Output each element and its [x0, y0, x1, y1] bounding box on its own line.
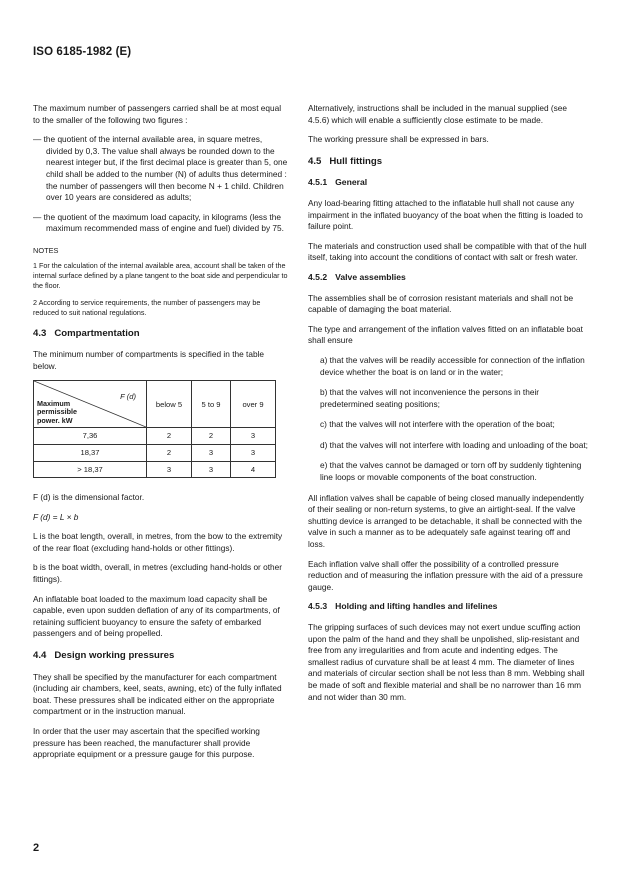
list-item: e) that the valves cannot be damaged or torn off by suddenly tightening line loops or movable components of the boat construction. — [320, 460, 582, 483]
section-title: Design working pressures — [54, 650, 175, 662]
passenger-rule-area: — the quotient of the internal available area, in square metres, divided by 0,3. The value shall always be rounded down to the nearest integer but, if the first decimal place is greater than 5, one child shall be added to the number (N) of adults thus determined : the number of passengers will then become N + 1 child. Children over 10 years are considered as adults; — [33, 134, 288, 203]
table-row — [34, 428, 276, 445]
section-number: 4.5.3 — [308, 601, 328, 612]
valve-paragraph-3: All inflation valves shall be capable of being closed manually independently of their sealing or non-return systems, to give an airtight-seal. If the valve shutting device is arranged to be detachable, it shall be connected with the valve in such a manner as to be adequately safe against tearing off and loss. — [308, 492, 584, 550]
corner-bottom-line: permissible — [37, 407, 77, 417]
table-corner-cell — [34, 381, 147, 428]
list-item: b) that the valves will not inconvenience the persons in their predetermined seating positions; — [320, 387, 540, 409]
section-title: Hull fittings — [329, 155, 383, 167]
section-number: 4.4 — [33, 650, 47, 662]
table-cell: 2 — [147, 428, 192, 445]
table-cell: 7,36 — [34, 428, 147, 445]
fitting-paragraph-2: The materials and construction used shall be compatible with that of the hull itself, taking into account the conditions of contact with salt or fresh water. — [308, 240, 587, 263]
page-number: 2 — [33, 842, 40, 854]
section-number: 4.5.1 — [308, 177, 328, 188]
corner-bottom-line: Maximum — [37, 398, 71, 408]
table-cell: > 18,37 — [34, 461, 147, 478]
section-title: Compartmentation — [54, 327, 140, 339]
table-cell: 3 — [147, 461, 192, 478]
section-4-3-heading — [33, 328, 288, 340]
table-cell: 3 — [231, 444, 276, 461]
valve-paragraph-1: The assemblies shall be of corrosion resistant materials and shall not be capable of damaging the boat material. — [308, 292, 574, 315]
list-item: a) that the valves will be readily accessible for connection of the inflation device whether the boat is on land or in the water; — [320, 354, 585, 377]
buoyancy-paragraph: An inflatable boat loaded to the maximum load capacity shall be capable, even upon sudden deflation of any of its compartments, of retaining sufficient buoyancy to ensure the safety of embarked passengers and of being propelled. — [33, 593, 280, 639]
compartment-intro: The minimum number of compartments is specified in the table below. — [33, 349, 265, 371]
section-4-4-heading — [33, 650, 288, 662]
note-2: 2 According to service requirements, the number of passengers may be reduced to suit national regulations. — [33, 297, 261, 317]
valve-paragraph-2: The type and arrangement of the inflation valves fitted on an inflatable boat shall ensure — [308, 323, 583, 346]
pressure-paragraph-2: In order that the user may ascertain that the specified working pressure has been reached, the manufacturer shall provide appropriate equipment or a pressure gauge for this purpose. — [33, 726, 260, 760]
section-4-5-2-heading — [308, 272, 588, 284]
left-column — [33, 103, 288, 769]
section-4-5-3-heading — [308, 601, 588, 613]
width-definition: b is the boat width, overall, in metres (excluding hand-holds or other fittings). — [33, 562, 283, 585]
compartment-table — [33, 380, 276, 478]
table-row — [34, 461, 276, 478]
notes-title: NOTES — [33, 245, 59, 255]
fd-formula: F (d) = L × b — [33, 511, 79, 522]
pressure-paragraph-1: They shall be specified by the manufacturer for each compartment (including air chambers, keel, seats, awning, etc) of the fully inflated boat. These pressures shall be indicated either on the appropriate compartment or in the instruction manual. — [33, 671, 282, 717]
section-4-5-heading — [308, 156, 588, 168]
handles-paragraph: The gripping surfaces of such devices may not exert undue scuffing action upon the palm of the hand and they shall be unpolished, slip-resistant and free from any irregularities and from acute and indenting edges. The smallest radius of curvature shall be at least 4 mm. The diameter of lines and materials of circular section shall be not less than 8 mm. Webbing shall be made of soft and flexible material and shall be no narrower than 16 mm and not wider than 30 mm. — [308, 622, 585, 702]
corner-bottom-label — [37, 400, 77, 426]
table-header: 5 to 9 — [192, 381, 231, 428]
table-cell: 3 — [192, 461, 231, 478]
section-4-5-1-heading — [308, 177, 588, 189]
table-cell: 3 — [192, 444, 231, 461]
bars-paragraph: The working pressure shall be expressed in bars. — [308, 134, 489, 145]
length-definition: L is the boat length, overall, in metres, from the bow to the extremity of the rear float (excluding hand-holds or other fittings). — [33, 531, 283, 553]
section-number: 4.3 — [33, 327, 47, 339]
valve-paragraph-4: Each inflation valve shall offer the possibility of a controlled pressure reduction and of measuring the inflation pressure with the aid of a pressure gauge. — [308, 558, 583, 592]
section-number: 4.5.2 — [308, 271, 328, 282]
note-1: 1 For the calculation of the internal available area, account shall be taken of the internal surface defined by a plane tangent to the boat side and perpendicular to the floor. — [33, 260, 288, 290]
corner-bottom-line: power. kW — [37, 415, 73, 425]
section-number: 4.5 — [308, 155, 322, 167]
section-title: Holding and lifting handles and lifelines — [335, 601, 498, 612]
table-cell: 2 — [147, 444, 192, 461]
list-item: d) that the valves will not interfere with loading and unloading of the boat; — [320, 439, 588, 450]
passenger-intro: The maximum number of passengers carried shall be at most equal to the smaller of the following two figures : — [33, 103, 282, 125]
section-title: Valve assemblies — [335, 271, 406, 282]
table-header: below 5 — [147, 381, 192, 428]
table-cell: 18,37 — [34, 444, 147, 461]
list-item: c) that the valves will not interfere with the operation of the boat; — [320, 419, 555, 430]
passenger-rule-load: — the quotient of the maximum load capacity, in kilograms (less the maximum recommended mass of engine and fuel) divided by 75. — [33, 211, 284, 234]
corner-top-label: F (d) — [120, 392, 136, 402]
table-cell: 2 — [192, 428, 231, 445]
table-cell: 3 — [231, 428, 276, 445]
table-row — [34, 444, 276, 461]
fd-definition: F (d) is the dimensional factor. — [33, 492, 145, 503]
page-header: ISO 6185-1982 (E) — [33, 46, 132, 58]
table-cell: 4 — [231, 461, 276, 478]
fitting-paragraph-1: Any load-bearing fitting attached to the inflatable hull shall not cause any impairment in the inflated buoyancy of the boat when the fitting is loaded to failure point. — [308, 197, 583, 232]
section-title: General — [335, 177, 368, 188]
right-column — [308, 103, 588, 711]
manual-paragraph: Alternatively, instructions shall be included in the manual supplied (see 4.5.6) which will enable a sufficiently close estimate to be made. — [308, 103, 568, 125]
table-header: over 9 — [231, 381, 276, 428]
